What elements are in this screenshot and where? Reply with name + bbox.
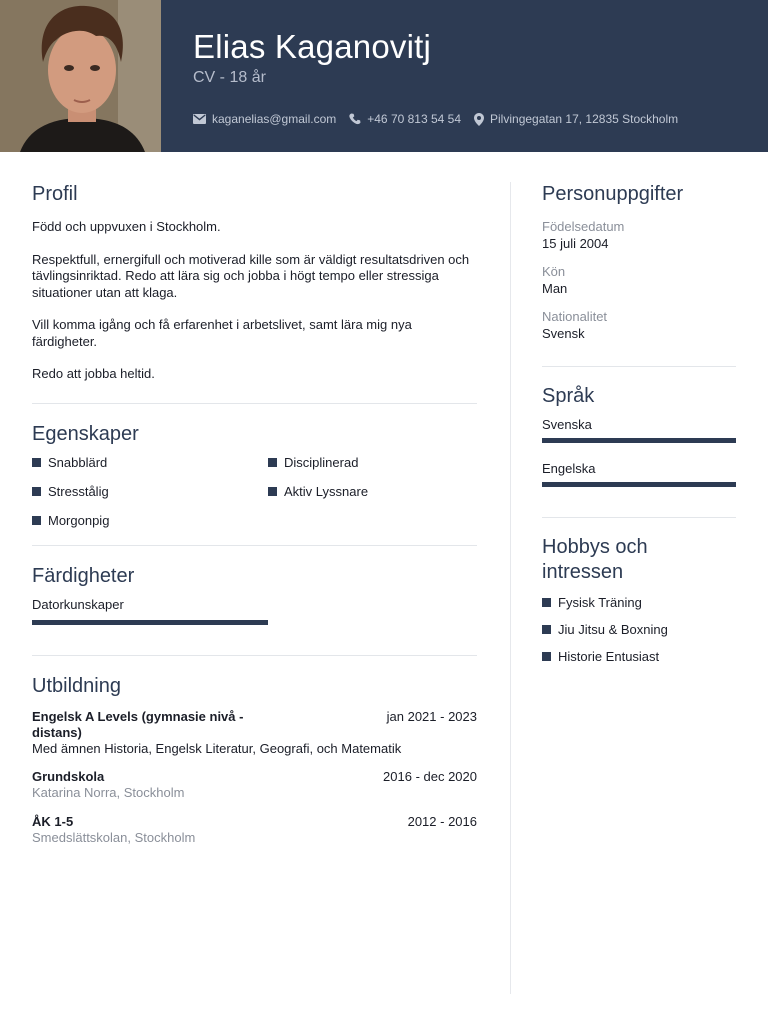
traits-list <box>32 455 477 545</box>
square-bullet-icon <box>32 516 41 525</box>
education-date: 2012 - 2016 <box>407 813 477 829</box>
square-bullet-icon <box>542 652 551 661</box>
field-label-gender: Kön <box>542 264 566 279</box>
square-bullet-icon <box>32 487 41 496</box>
section-heading-languages: Språk <box>542 385 595 407</box>
contact-email[interactable] <box>193 112 336 126</box>
hobby-item <box>542 595 736 610</box>
trait-item <box>268 455 358 470</box>
hobby-label: Jiu Jitsu & Boxning <box>558 622 668 637</box>
cv-subtitle: CV - 18 år <box>193 69 266 86</box>
contact-phone[interactable] <box>349 112 461 126</box>
contact-bar <box>193 112 691 126</box>
column-divider <box>510 182 511 994</box>
profile-paragraph: Vill komma igång och få erfarenhet i arbetslivet, samt lära mig nya färdigheter. <box>32 317 412 349</box>
education-title: ÅK 1-5 <box>32 813 74 829</box>
trait-item <box>268 484 368 499</box>
trait-item <box>32 484 109 499</box>
trait-label: Snabblärd <box>48 454 108 470</box>
profile-paragraph: Redo att jobba heltid. <box>32 366 155 381</box>
skill-label: Datorkunskaper <box>32 596 124 612</box>
education-title: Grundskola <box>32 768 105 784</box>
main-column <box>32 182 477 846</box>
education-title: Engelsk A Levels (gymnasie nivå - distans) <box>32 708 244 740</box>
candidate-name: Elias Kaganovitj <box>193 28 432 65</box>
education-date: 2016 - dec 2020 <box>383 768 477 784</box>
section-heading-hobbies <box>542 535 736 585</box>
hobby-item <box>542 649 736 664</box>
hobby-item <box>542 622 736 637</box>
section-heading-traits: Egenskaper <box>32 422 139 445</box>
field-value-gender: Man <box>542 281 568 296</box>
header-banner <box>0 0 768 152</box>
email-text: kaganelias@gmail.com <box>212 112 337 126</box>
square-bullet-icon <box>32 458 41 467</box>
hobby-label: Historie Entusiast <box>558 649 660 664</box>
square-bullet-icon <box>542 625 551 634</box>
location-pin-icon <box>474 113 484 126</box>
language-label: Engelska <box>542 461 596 476</box>
trait-item <box>32 513 109 528</box>
hobbies-heading-line: intressen <box>542 561 624 583</box>
field-value-nationality: Svensk <box>542 326 585 341</box>
trait-label: Aktiv Lyssnare <box>284 483 369 499</box>
language-label: Svenska <box>542 417 592 432</box>
section-heading-education: Utbildning <box>32 674 121 697</box>
section-heading-skills: Färdigheter <box>32 564 135 587</box>
contact-address <box>474 112 678 126</box>
phone-icon <box>349 113 361 125</box>
education-entry <box>32 769 477 801</box>
education-school: Smedslättskolan, Stockholm <box>32 829 196 845</box>
field-label-birthdate: Födelsedatum <box>542 219 625 234</box>
education-description: Med ämnen Historia, Engelsk Literatur, Geografi, och Matematik <box>32 740 402 756</box>
profile-paragraph: Respektfull, ernergifull och motiverad kille som är väldigt resultatsdriven och tävlingsinriktad. Redo att lära sig och jobba i högt tempo eller stressiga situationer utan att klaga. <box>32 251 470 300</box>
trait-label: Disciplinerad <box>284 454 359 470</box>
profile-photo <box>0 0 161 152</box>
education-school: Katarina Norra, Stockholm <box>32 784 185 800</box>
profile-paragraph: Född och uppvuxen i Stockholm. <box>32 219 221 234</box>
section-heading-profile: Profil <box>32 183 78 205</box>
education-date: jan 2021 - 2023 <box>386 708 477 724</box>
education-entry <box>32 814 477 846</box>
trait-item <box>32 455 107 470</box>
trait-label: Stresstålig <box>48 483 109 499</box>
field-value-birthdate: 15 juli 2004 <box>542 236 609 251</box>
education-entry <box>32 709 477 757</box>
square-bullet-icon <box>542 598 551 607</box>
phone-text: +46 70 813 54 54 <box>367 112 462 126</box>
field-label-nationality: Nationalitet <box>542 309 608 324</box>
address-text: Pilvingegatan 17, 12835 Stockholm <box>490 112 679 126</box>
section-heading-personal: Personuppgifter <box>542 183 684 205</box>
hobbies-heading-line: Hobbys och <box>542 536 648 558</box>
square-bullet-icon <box>268 487 277 496</box>
side-column <box>542 182 736 664</box>
trait-label: Morgonpig <box>48 512 110 528</box>
hobby-label: Fysisk Träning <box>558 595 642 610</box>
square-bullet-icon <box>268 458 277 467</box>
mail-icon <box>193 114 206 124</box>
